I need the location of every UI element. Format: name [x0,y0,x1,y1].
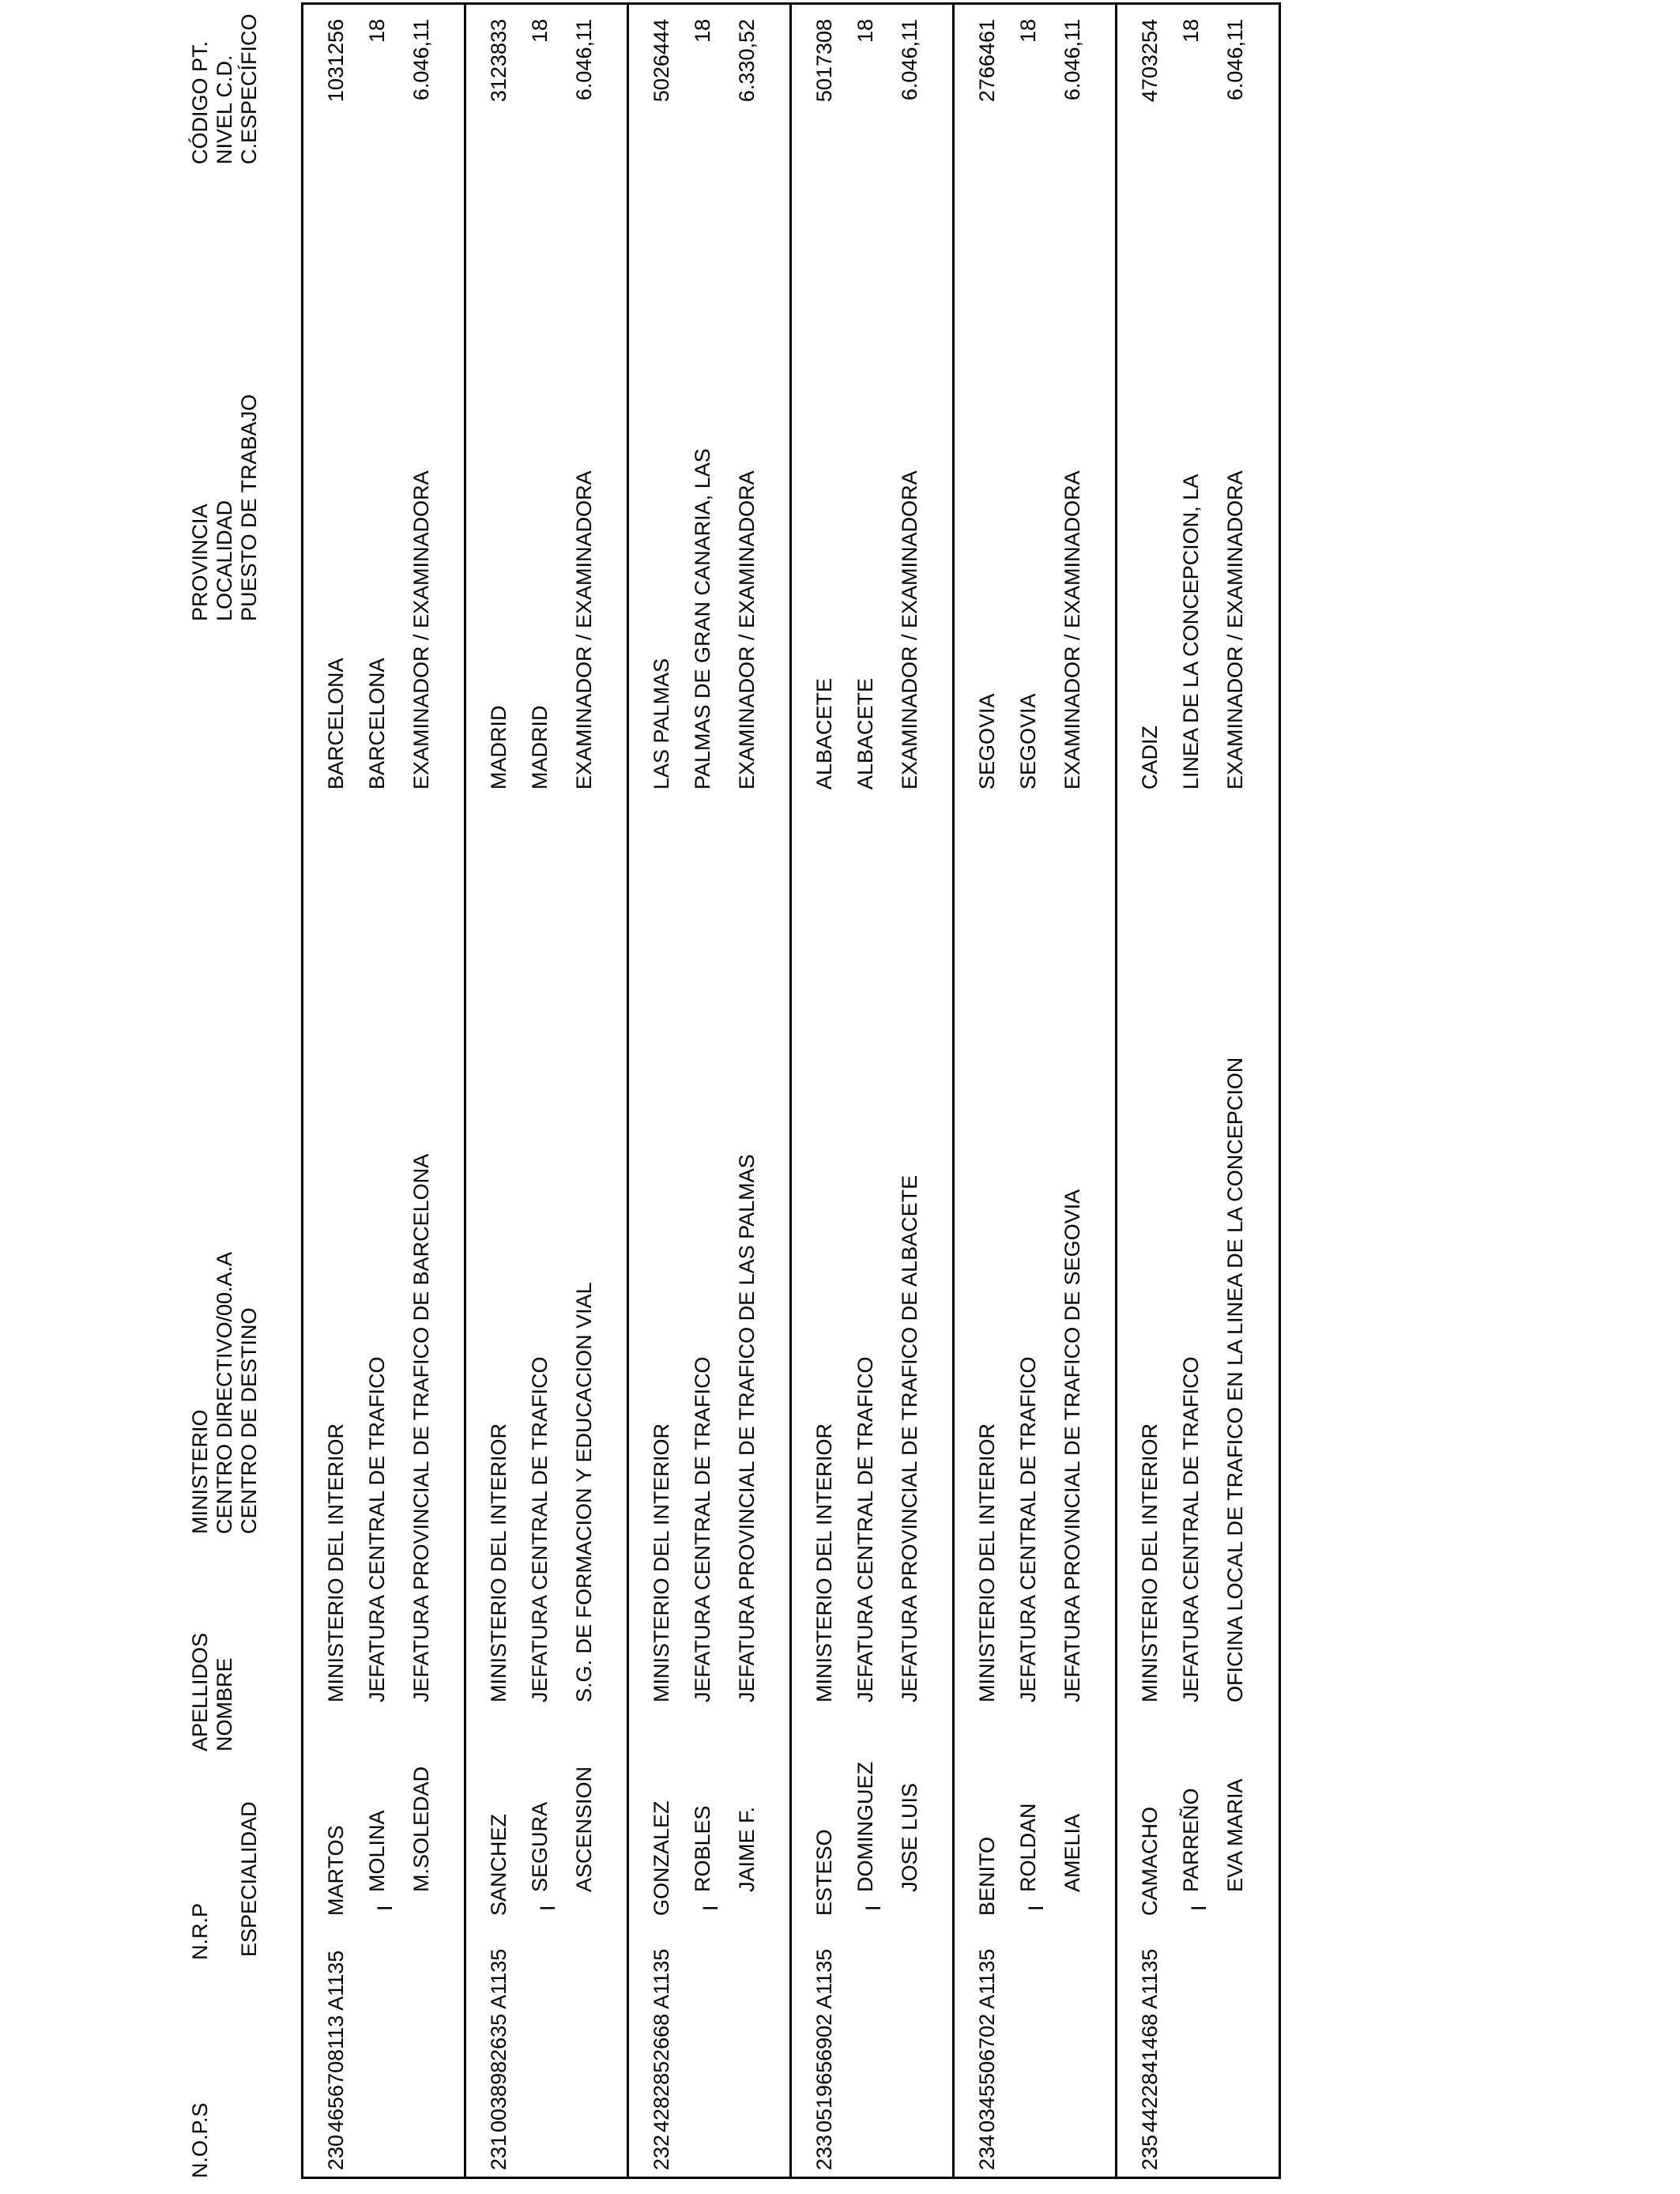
provincia-cell: LAS PALMAS [650,658,673,790]
centro-directivo-cell: JEFATURA CENTRAL DE TRAFICO [365,1356,389,1702]
puesto-cell: EXAMINADOR / EXAMINADORA [898,470,921,790]
nivel-cell: 18 [1016,19,1040,43]
puesto-cell: EXAMINADOR / EXAMINADORA [1060,470,1084,790]
header-provincia-label: PROVINCIA [188,503,212,621]
codigo-cell: 5017308 [812,19,836,103]
header-especialidad [237,1801,262,1957]
apellido1-cell: BENITO [975,1836,999,1916]
codigo-cell: 4703254 [1138,19,1162,103]
nops-cell: 234 [975,2134,999,2170]
nops-cell: 232 [650,2134,673,2170]
localidad-cell: SEGOVIA [1016,693,1040,790]
especifico-cell: 6.046,11 [409,19,433,101]
nombre-cell: JOSE LUIS [898,1782,921,1892]
table-row [629,5,792,2177]
ministerio-cell: MINISTERIO DEL INTERIOR [1138,1423,1162,1702]
provincia-cell: SEGOVIA [975,693,999,790]
nrp-cell: 0519656902 A1135 [812,1948,836,2132]
nrp-cell: 4422841468 A1135 [1138,1948,1162,2132]
especifico-cell: 6.046,11 [1223,19,1247,101]
records-table [301,2,1281,2179]
apellido2-cell: PARREÑO [1179,1788,1203,1892]
apellido2-cell: ROLDAN [1016,1803,1040,1892]
apellido1-cell: GONZALEZ [650,1800,673,1916]
header-nops-label: N.O.P.S [188,2102,212,2178]
puesto-cell: EXAMINADOR / EXAMINADORA [735,470,759,790]
especifico-cell: 6.330,52 [735,19,759,103]
nivel-cell: 18 [1179,19,1203,43]
table-row [303,5,466,2177]
table-row [1117,5,1280,2177]
header-nivel-label: NIVEL C.D. [213,55,236,164]
apellido2-cell: DOMINGUEZ [853,1762,877,1892]
header-apellidos-label: APELLIDOS [188,1632,212,1751]
provincia-cell: BARCELONA [324,658,348,790]
especialidad-cell: I [1187,1905,1211,1911]
nombre-cell: M.SOLEDAD [409,1766,433,1892]
provincia-cell: MADRID [487,705,510,790]
puesto-cell: EXAMINADOR / EXAMINADORA [572,470,596,790]
codigo-cell: 1031256 [324,19,348,103]
header-especialidad-label: ESPECIALIDAD [237,1801,261,1957]
centro-directivo-cell: JEFATURA CENTRAL DE TRAFICO [528,1356,552,1702]
especialidad-cell: I [536,1905,559,1911]
table-row [955,5,1117,2177]
codigo-cell: 2766461 [975,19,999,103]
codigo-cell: 5026444 [650,19,673,103]
apellido1-cell: SANCHEZ [487,1813,510,1916]
ministerio-cell: MINISTERIO DEL INTERIOR [487,1423,510,1702]
nivel-cell: 18 [853,19,877,43]
header-localidad-label: LOCALIDAD [213,499,236,621]
especifico-cell: 6.046,11 [898,19,921,101]
table-row [466,5,629,2177]
nivel-cell: 18 [365,19,389,43]
centro-destino-cell: JEFATURA PROVINCIAL DE TRAFICO DE SEGOVIA [1060,1189,1084,1702]
ministerio-cell: MINISTERIO DEL INTERIOR [812,1423,836,1702]
localidad-cell: ALBACETE [853,677,877,790]
nops-cell: 235 [1138,2134,1162,2170]
ministerio-cell: MINISTERIO DEL INTERIOR [975,1423,999,1702]
centro-destino-cell: JEFATURA PROVINCIAL DE TRAFICO DE BARCELONA [409,1153,433,1702]
nrp-cell: 0038982635 A1135 [487,1948,510,2132]
provincia-cell: ALBACETE [812,677,836,790]
apellido2-cell: SEGURA [528,1801,552,1892]
nombre-cell: ASCENSION [572,1766,596,1892]
especialidad-cell: I [373,1905,397,1911]
nrp-cell: 4282852668 A1135 [650,1948,673,2132]
localidad-cell: MADRID [528,705,552,790]
header-nops [188,2102,213,2178]
header-nrp-label: N.R.P [188,1902,212,1960]
centro-destino-cell: OFICINA LOCAL DE TRAFICO EN LA LINEA DE LA CONCEPCION [1223,1057,1247,1702]
nivel-cell: 18 [691,19,714,43]
provincia-cell: CADIZ [1138,726,1162,790]
apellido1-cell: MARTOS [324,1825,348,1916]
header-especifico-label: C.ESPECÍFICO [237,13,261,164]
localidad-cell: LINEA DE LA CONCEPCION, LA [1179,473,1203,790]
nombre-cell: JAIME F. [735,1806,759,1892]
nrp-cell: 0345506702 A1135 [975,1948,999,2132]
especifico-cell: 6.046,11 [572,19,596,101]
ministerio-cell: MINISTERIO DEL INTERIOR [650,1423,673,1702]
apellido2-cell: MOLINA [365,1810,389,1892]
nops-cell: 233 [812,2134,836,2170]
header-nrp [188,1903,213,1960]
nivel-cell: 18 [528,19,552,43]
puesto-cell: EXAMINADOR / EXAMINADORA [1223,470,1247,790]
codigo-cell: 3123833 [487,19,510,103]
especialidad-cell: I [699,1905,722,1911]
apellido1-cell: CAMACHO [1138,1806,1162,1916]
header-centro-directivo-label: CENTRO DIRECTIVO/00.A.A [213,1251,236,1534]
header-codigo-nivel [188,13,262,164]
header-apellidos-nombre [188,1633,237,1751]
especialidad-cell: I [861,1905,885,1911]
apellido1-cell: ESTESO [812,1829,836,1916]
header-puesto-label: PUESTO DE TRABAJO [237,394,261,621]
apellido2-cell: ROBLES [691,1805,714,1892]
ministerio-cell: MINISTERIO DEL INTERIOR [324,1423,348,1702]
centro-destino-cell: JEFATURA PROVINCIAL DE TRAFICO DE LAS PALMAS [735,1154,759,1702]
puesto-cell: EXAMINADOR / EXAMINADORA [409,470,433,790]
localidad-cell: PALMAS DE GRAN CANARIA, LAS [691,448,714,790]
centro-directivo-cell: JEFATURA CENTRAL DE TRAFICO [853,1356,877,1702]
header-ministerio-centro [188,1252,262,1534]
especialidad-cell: I [1024,1905,1048,1911]
nops-cell: 231 [487,2134,510,2170]
header-codigo-label: CÓDIGO PT. [188,40,212,164]
centro-destino-cell: S.G. DE FORMACION Y EDUCACION VIAL [572,1282,596,1702]
nrp-cell: 4656708113 A1135 [324,1950,348,2132]
centro-directivo-cell: JEFATURA CENTRAL DE TRAFICO [691,1356,714,1702]
header-nombre-label: NOMBRE [213,1657,236,1751]
table-row [792,5,955,2177]
nombre-cell: AMELIA [1060,1813,1084,1892]
centro-directivo-cell: JEFATURA CENTRAL DE TRAFICO [1016,1356,1040,1702]
header-centro-destino-label: CENTRO DE DESTINO [237,1307,261,1534]
localidad-cell: BARCELONA [365,658,389,790]
nops-cell: 230 [324,2134,348,2170]
header-provincia-localidad [188,394,262,621]
centro-directivo-cell: JEFATURA CENTRAL DE TRAFICO [1179,1356,1203,1702]
centro-destino-cell: JEFATURA PROVINCIAL DE TRAFICO DE ALBACETE [898,1174,921,1702]
nombre-cell: EVA MARIA [1223,1778,1247,1892]
especifico-cell: 6.046,11 [1060,19,1084,101]
header-ministerio-label: MINISTERIO [188,1409,212,1534]
